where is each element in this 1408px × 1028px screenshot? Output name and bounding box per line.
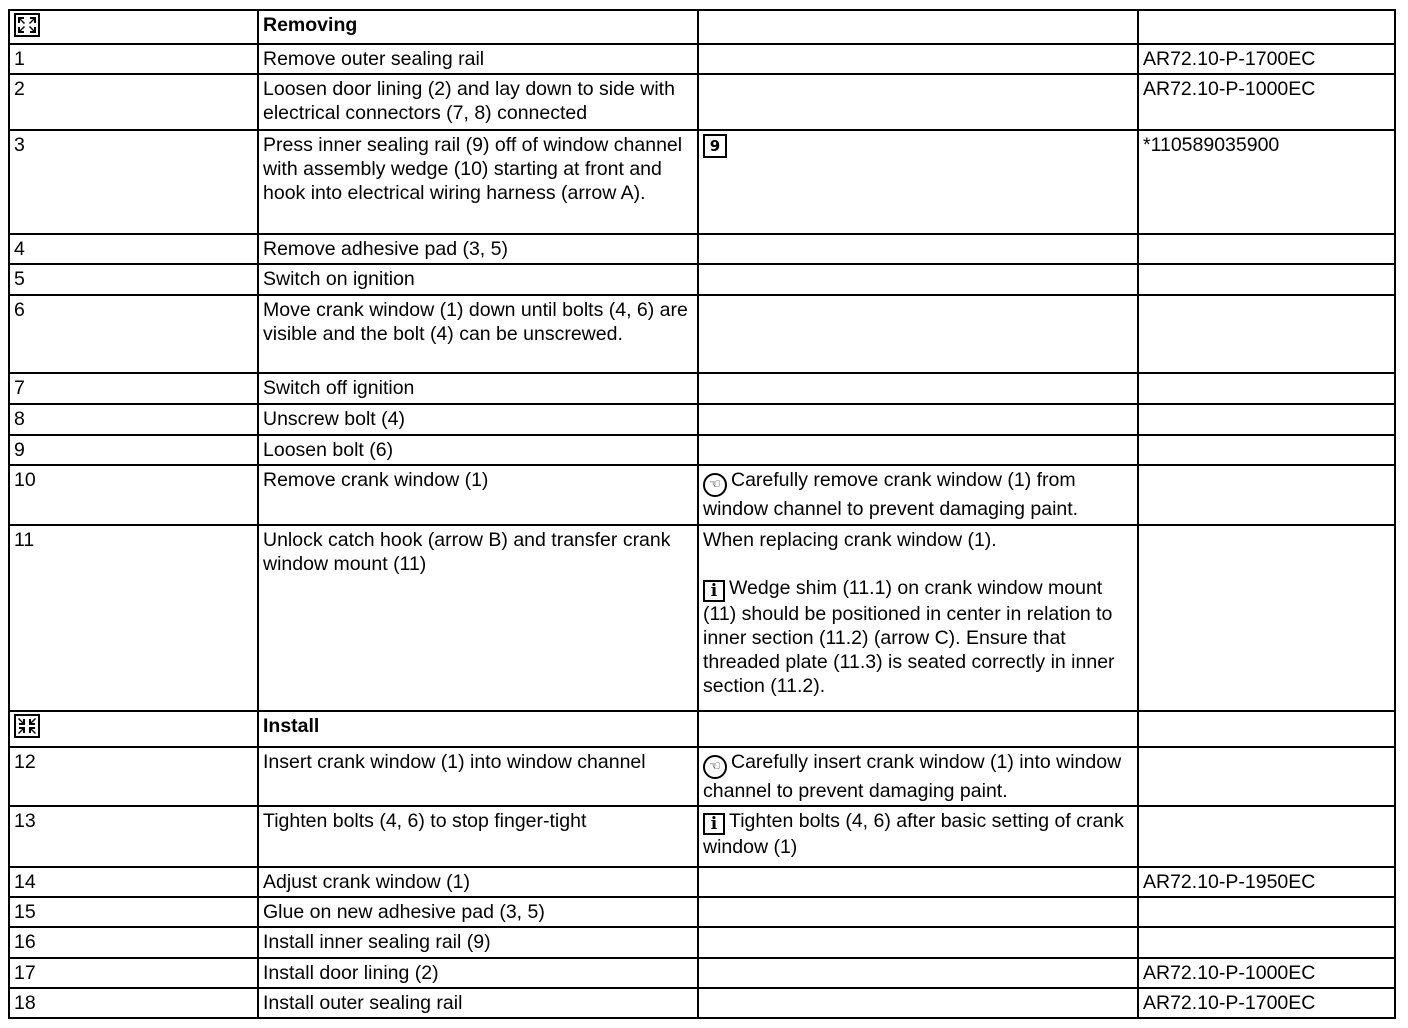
- step-description: Unlock catch hook (arrow B) and transfer crank window mount (11): [258, 525, 698, 711]
- step-description: Press inner sealing rail (9) off of window channel with assembly wedge (10) starting at front and hook into electrical wiring harness (arrow A).: [258, 130, 698, 234]
- section-header-install: [9, 711, 1395, 747]
- step-description: Loosen bolt (6): [258, 435, 698, 465]
- table-row: [9, 927, 1395, 958]
- caution-hand-icon: ☜: [703, 473, 727, 497]
- step-description: Move crank window (1) down until bolts (4, 6) are visible and the bolt (4) can be unscrewed.: [258, 295, 698, 373]
- table-row: [9, 465, 1395, 525]
- table-row: [9, 74, 1395, 130]
- step-number: 7: [9, 373, 258, 404]
- section-title: Removing: [258, 10, 698, 44]
- table-row: [9, 897, 1395, 927]
- step-description: Adjust crank window (1): [258, 867, 698, 897]
- section-title: Install: [258, 711, 698, 747]
- table-row: [9, 373, 1395, 404]
- step-note: Carefully insert crank window (1) into window channel to prevent damaging paint.: [703, 751, 1122, 802]
- step-number: 13: [9, 806, 258, 867]
- step-number: 3: [9, 130, 258, 234]
- step-number: 5: [9, 264, 258, 295]
- step-number: 18: [9, 988, 258, 1018]
- info-icon: i: [703, 580, 725, 602]
- table-row: [9, 130, 1395, 234]
- special-tool-icon: 9: [703, 134, 727, 158]
- table-row: [9, 404, 1395, 435]
- step-number: 1: [9, 44, 258, 74]
- table-row: [9, 806, 1395, 867]
- step-reference: AR72.10-P-1000EC: [1138, 958, 1395, 988]
- table-row: [9, 958, 1395, 988]
- step-number: 2: [9, 74, 258, 130]
- table-row: [9, 435, 1395, 465]
- step-description: Switch off ignition: [258, 373, 698, 404]
- step-description: Install door lining (2): [258, 958, 698, 988]
- step-description: Install outer sealing rail: [258, 988, 698, 1018]
- step-note: Wedge shim (11.1) on crank window mount (11) should be positioned in center in relation to inner section (11.2) (arrow C). Ensure that threaded plate (11.3) is seated correctly in inner section (11.2).: [703, 577, 1115, 697]
- step-number: 9: [9, 435, 258, 465]
- table-row: [9, 234, 1395, 264]
- step-number: 11: [9, 525, 258, 711]
- step-reference: *110589035900: [1138, 130, 1395, 234]
- step-number: 14: [9, 867, 258, 897]
- collapse-arrows-icon: [14, 714, 40, 738]
- step-description: Insert crank window (1) into window channel: [258, 747, 698, 806]
- step-number: 4: [9, 234, 258, 264]
- step-description: Loosen door lining (2) and lay down to side with electrical connectors (7, 8) connected: [258, 74, 698, 130]
- step-reference: AR72.10-P-1700EC: [1138, 44, 1395, 74]
- section-header-removing: [9, 10, 1395, 44]
- step-reference: AR72.10-P-1700EC: [1138, 988, 1395, 1018]
- step-number: 15: [9, 897, 258, 927]
- step-note: Carefully remove crank window (1) from window channel to prevent damaging paint.: [703, 469, 1079, 520]
- table-row: [9, 264, 1395, 295]
- step-description: Remove crank window (1): [258, 465, 698, 525]
- table-row: [9, 747, 1395, 806]
- step-description: Install inner sealing rail (9): [258, 927, 698, 958]
- step-description: Tighten bolts (4, 6) to stop finger-tight: [258, 806, 698, 867]
- step-number: 8: [9, 404, 258, 435]
- step-description: Remove adhesive pad (3, 5): [258, 234, 698, 264]
- table-row: [9, 44, 1395, 74]
- step-number: 10: [9, 465, 258, 525]
- step-reference: AR72.10-P-1950EC: [1138, 867, 1395, 897]
- step-description: Glue on new adhesive pad (3, 5): [258, 897, 698, 927]
- step-number: 6: [9, 295, 258, 373]
- table-row: [9, 988, 1395, 1018]
- step-number: 12: [9, 747, 258, 806]
- step-number: 17: [9, 958, 258, 988]
- step-description: Remove outer sealing rail: [258, 44, 698, 74]
- step-description: Switch on ignition: [258, 264, 698, 295]
- step-reference: AR72.10-P-1000EC: [1138, 74, 1395, 130]
- step-note-intro: When replacing crank window (1).: [703, 529, 997, 551]
- procedure-table: [8, 9, 1396, 1019]
- caution-hand-icon: ☜: [703, 755, 727, 779]
- info-icon: i: [703, 813, 725, 835]
- step-number: 16: [9, 927, 258, 958]
- step-note: Tighten bolts (4, 6) after basic setting of crank window (1): [703, 810, 1124, 858]
- table-row: [9, 295, 1395, 373]
- expand-arrows-icon: [14, 13, 40, 37]
- table-row: [9, 525, 1395, 711]
- step-description: Unscrew bolt (4): [258, 404, 698, 435]
- table-row: [9, 867, 1395, 897]
